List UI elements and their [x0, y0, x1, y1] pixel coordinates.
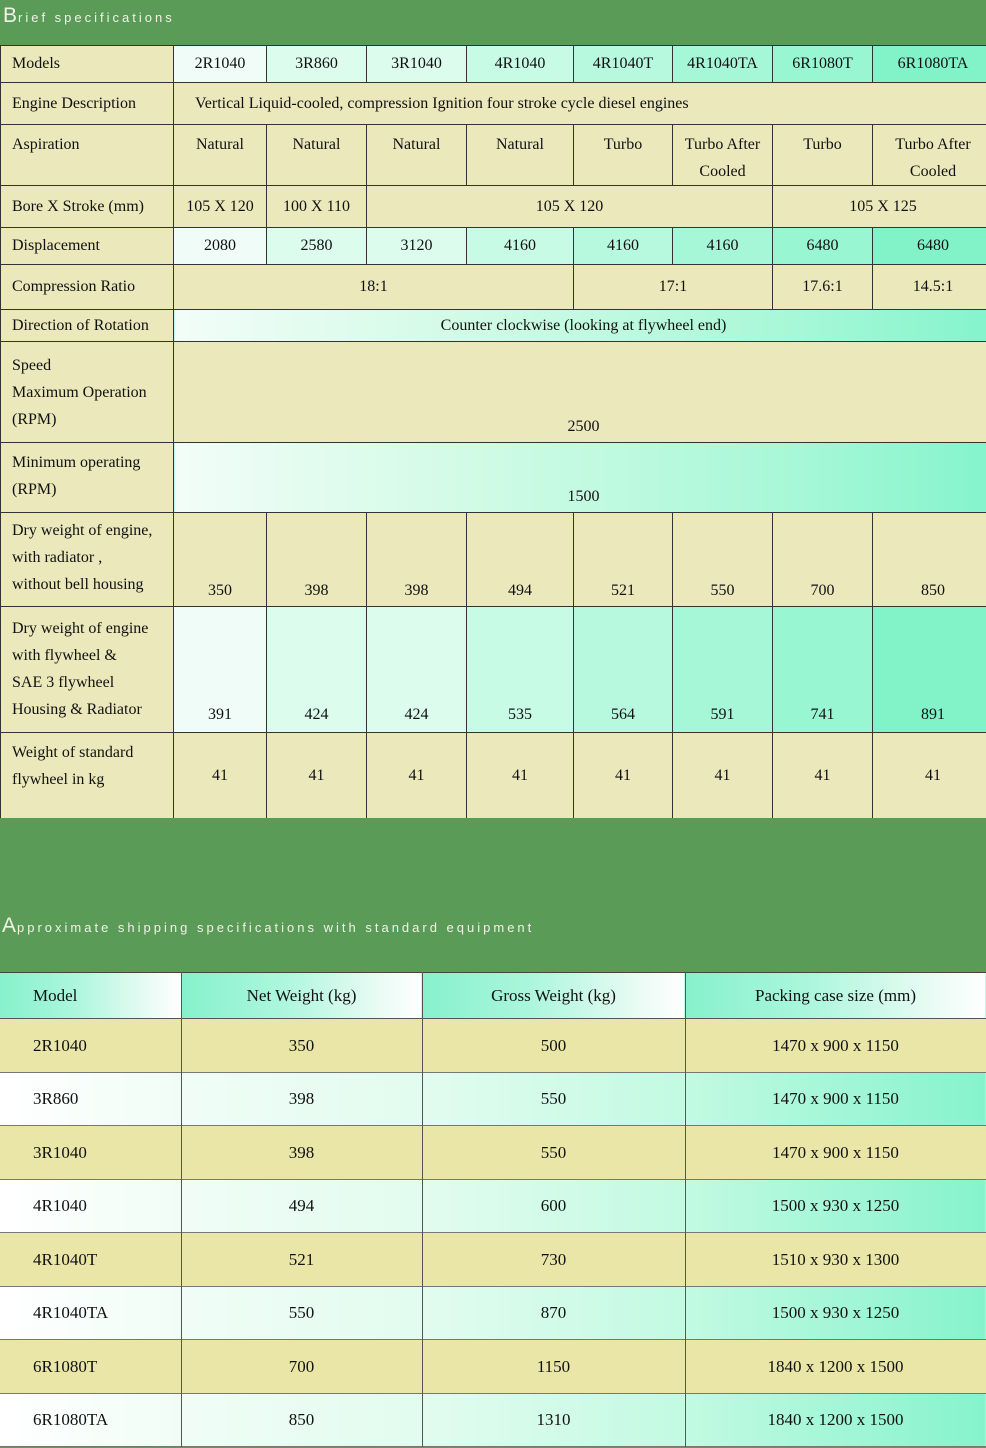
rotation-row [1, 310, 986, 342]
row-label: Dry weight of engine with flywheel & SAE 3 flywheel Housing & Radiator [1, 607, 174, 733]
weight-cell: 391 [174, 607, 267, 733]
header-gross-weight: Gross Weight (kg) [422, 973, 685, 1019]
row-label: Speed Maximum Operation (RPM) [1, 342, 174, 443]
dry-weight-radiator-row [1, 513, 986, 607]
ship-packing: 1840 x 1200 x 1500 [685, 1394, 986, 1447]
model-cell: 4R1040 [467, 46, 574, 83]
ship-packing: 1500 x 930 x 1250 [685, 1180, 986, 1233]
weight-cell: 591 [673, 607, 773, 733]
weight-cell: 741 [773, 607, 873, 733]
compression-ratio-row [1, 265, 986, 310]
ship-gross: 550 [422, 1126, 685, 1180]
ship-net: 700 [181, 1340, 422, 1394]
displacement-row [1, 228, 986, 265]
ship-model: 4R1040 [0, 1180, 181, 1233]
shipping-row [0, 1340, 986, 1394]
engine-description-value: Vertical Liquid-cooled, compression Ignition four stroke cycle diesel engines [174, 83, 986, 125]
ship-net: 850 [181, 1394, 422, 1447]
shipping-row [0, 1233, 986, 1287]
flywheel-weight-row [1, 733, 986, 819]
engine-description-row [1, 83, 986, 125]
compression-cell: 14.5:1 [873, 265, 986, 310]
aspiration-cell: Natural [174, 125, 267, 186]
ship-net: 521 [181, 1233, 422, 1287]
shipping-row [0, 1180, 986, 1233]
ship-gross: 1150 [422, 1340, 685, 1394]
weight-cell: 41 [673, 733, 773, 819]
weight-cell: 41 [267, 733, 367, 819]
bore-stroke-row [1, 186, 986, 228]
ship-model: 4R1040TA [0, 1287, 181, 1340]
ship-model: 6R1080T [0, 1340, 181, 1394]
ship-net: 398 [181, 1073, 422, 1126]
ship-net: 550 [181, 1287, 422, 1340]
model-cell: 6R1080TA [873, 46, 986, 83]
weight-cell: 350 [174, 513, 267, 607]
weight-cell: 41 [873, 733, 986, 819]
ship-packing: 1510 x 930 x 1300 [685, 1233, 986, 1287]
aspiration-cell: Turbo After Cooled [873, 125, 986, 186]
spec-section-banner [0, 0, 986, 45]
model-cell: 3R860 [267, 46, 367, 83]
ship-model: 3R1040 [0, 1126, 181, 1180]
ship-section-banner [0, 818, 986, 972]
ship-gross: 730 [422, 1233, 685, 1287]
speed-min-row [1, 443, 986, 513]
row-label: Displacement [1, 228, 174, 265]
shipping-header-row [0, 973, 986, 1019]
aspiration-cell: Natural [367, 125, 467, 186]
speed-max-value: 2500 [174, 342, 986, 443]
weight-cell: 891 [873, 607, 986, 733]
row-label: Weight of standard flywheel in kg [1, 733, 174, 819]
bore-stroke-cell: 105 X 120 [367, 186, 773, 228]
ship-net: 398 [181, 1126, 422, 1180]
header-model: Model [0, 973, 181, 1019]
ship-packing: 1500 x 930 x 1250 [685, 1287, 986, 1340]
model-cell: 4R1040TA [673, 46, 773, 83]
shipping-specifications-table [0, 972, 986, 1447]
weight-cell: 41 [574, 733, 673, 819]
ship-gross: 870 [422, 1287, 685, 1340]
ship-model: 2R1040 [0, 1019, 181, 1073]
row-label: Dry weight of engine, with radiator , without bell housing [1, 513, 174, 607]
row-label: Minimum operating (RPM) [1, 443, 174, 513]
displacement-cell: 4160 [673, 228, 773, 265]
header-net-weight: Net Weight (kg) [181, 973, 422, 1019]
weight-cell: 850 [873, 513, 986, 607]
shipping-row [0, 1126, 986, 1180]
bore-stroke-cell: 105 X 120 [174, 186, 267, 228]
weight-cell: 700 [773, 513, 873, 607]
weight-cell: 41 [773, 733, 873, 819]
ship-model: 4R1040T [0, 1233, 181, 1287]
model-cell: 4R1040T [574, 46, 673, 83]
row-label: Aspiration [1, 125, 174, 186]
weight-cell: 398 [267, 513, 367, 607]
models-row [1, 46, 986, 83]
shipping-row [0, 1287, 986, 1340]
weight-cell: 521 [574, 513, 673, 607]
weight-cell: 424 [367, 607, 467, 733]
ship-model: 3R860 [0, 1073, 181, 1126]
speed-max-row [1, 342, 986, 443]
header-packing-size: Packing case size (mm) [685, 973, 986, 1019]
aspiration-cell: Natural [467, 125, 574, 186]
shipping-row [0, 1073, 986, 1126]
weight-cell: 424 [267, 607, 367, 733]
row-label: Models [1, 46, 174, 83]
weight-cell: 494 [467, 513, 574, 607]
displacement-cell: 4160 [574, 228, 673, 265]
ship-gross: 600 [422, 1180, 685, 1233]
brief-specifications-table [0, 45, 986, 819]
bore-stroke-cell: 105 X 125 [773, 186, 986, 228]
ship-gross: 550 [422, 1073, 685, 1126]
ship-packing: 1470 x 900 x 1150 [685, 1073, 986, 1126]
ship-packing: 1840 x 1200 x 1500 [685, 1340, 986, 1394]
aspiration-row [1, 125, 986, 186]
shipping-row [0, 1019, 986, 1073]
ship-net: 494 [181, 1180, 422, 1233]
ship-gross: 1310 [422, 1394, 685, 1447]
model-cell: 3R1040 [367, 46, 467, 83]
displacement-cell: 2080 [174, 228, 267, 265]
model-cell: 2R1040 [174, 46, 267, 83]
aspiration-cell: Turbo After Cooled [673, 125, 773, 186]
row-label: Compression Ratio [1, 265, 174, 310]
weight-cell: 41 [467, 733, 574, 819]
rotation-value: Counter clockwise (looking at flywheel end) [174, 310, 986, 342]
displacement-cell: 4160 [467, 228, 574, 265]
weight-cell: 41 [174, 733, 267, 819]
ship-model: 6R1080TA [0, 1394, 181, 1447]
ship-packing: 1470 x 900 x 1150 [685, 1019, 986, 1073]
displacement-cell: 6480 [873, 228, 986, 265]
row-label: Direction of Rotation [1, 310, 174, 342]
row-label: Bore X Stroke (mm) [1, 186, 174, 228]
weight-cell: 535 [467, 607, 574, 733]
weight-cell: 564 [574, 607, 673, 733]
displacement-cell: 2580 [267, 228, 367, 265]
compression-cell: 17:1 [574, 265, 773, 310]
speed-min-value: 1500 [174, 443, 986, 513]
ship-packing: 1470 x 900 x 1150 [685, 1126, 986, 1180]
bore-stroke-cell: 100 X 110 [267, 186, 367, 228]
spec-section-title: Brief specifications [3, 4, 175, 27]
compression-cell: 17.6:1 [773, 265, 873, 310]
compression-cell: 18:1 [174, 265, 574, 310]
model-cell: 6R1080T [773, 46, 873, 83]
aspiration-cell: Turbo [773, 125, 873, 186]
ship-gross: 500 [422, 1019, 685, 1073]
ship-net: 350 [181, 1019, 422, 1073]
displacement-cell: 3120 [367, 228, 467, 265]
dry-weight-flywheel-row [1, 607, 986, 733]
weight-cell: 550 [673, 513, 773, 607]
ship-section-title: Approximate shipping specifications with standard equipment [2, 914, 535, 937]
shipping-row [0, 1394, 986, 1447]
displacement-cell: 6480 [773, 228, 873, 265]
aspiration-cell: Natural [267, 125, 367, 186]
row-label: Engine Description [1, 83, 174, 125]
weight-cell: 41 [367, 733, 467, 819]
weight-cell: 398 [367, 513, 467, 607]
aspiration-cell: Turbo [574, 125, 673, 186]
